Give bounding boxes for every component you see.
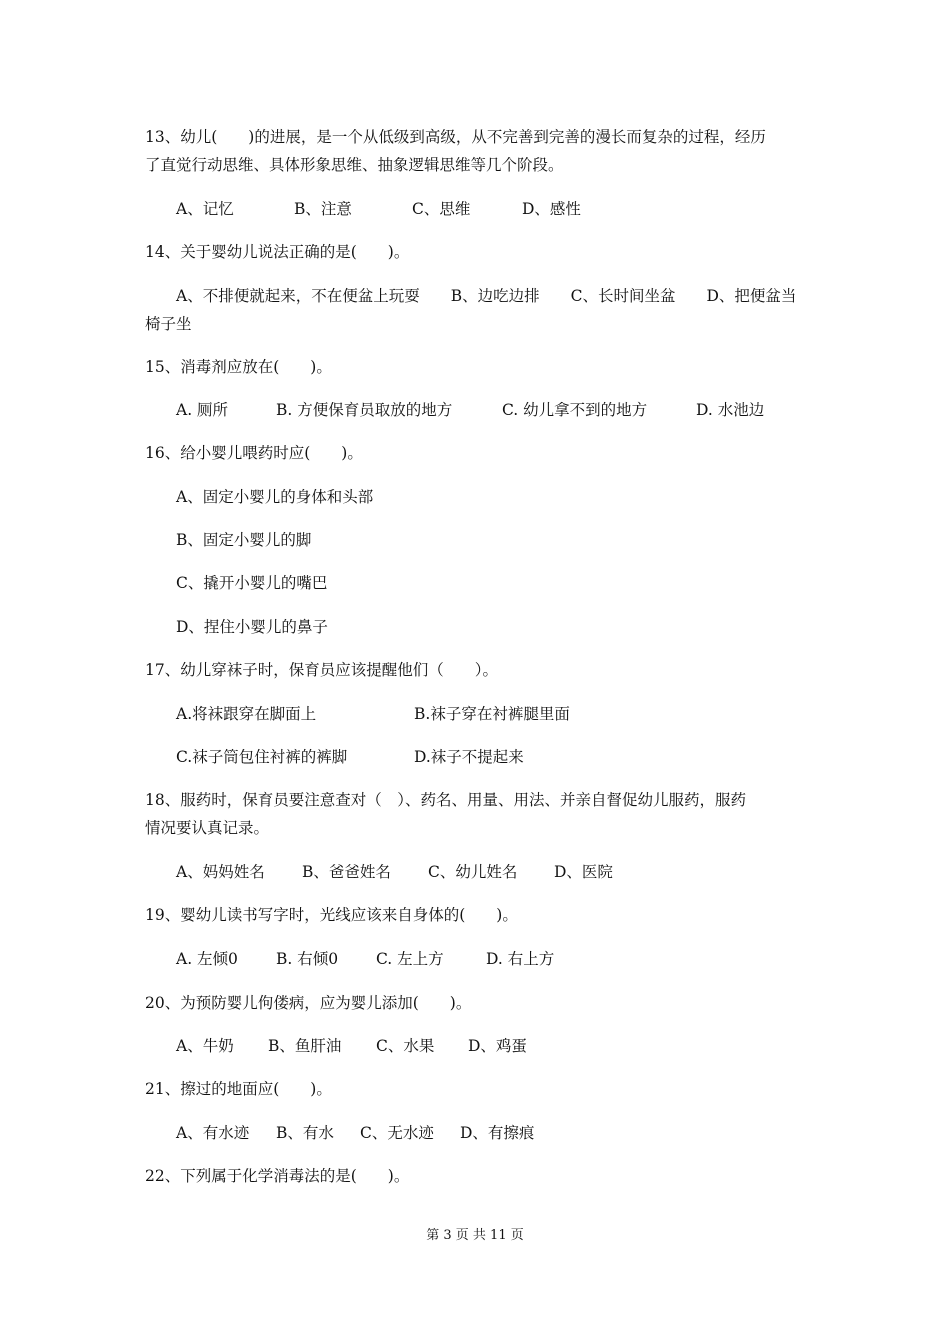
q15-options [176,397,764,424]
q18-option-a: A、妈妈姓名 [176,863,265,881]
q19-stem: 19、婴幼儿读书写字时，光线应该来自身体的( )。 [145,906,518,924]
q21-option-a: A、有水迹 [176,1124,250,1142]
q14-options-line2: 椅子坐 [145,315,192,333]
q14-options-line1: A、不排便就起来，不在便盆上玩耍 B、边吃边排 C、长时间坐盆 D、把便盆当 [176,287,797,305]
page-footer: 第 3 页 共 11 页 [426,1228,524,1243]
q15-option-d: D. 水池边 [696,401,765,419]
q21-stem: 21、擦过的地面应( )。 [145,1080,332,1098]
q22-stem: 22、下列属于化学消毒法的是( )。 [145,1167,410,1185]
q17-option-d: D.袜子不提起来 [414,748,524,766]
q17-stem: 17、幼儿穿袜子时，保育员应该提醒他们（ ）。 [145,661,498,679]
q16-option-b: B、固定小婴儿的脚 [176,531,312,549]
q18-option-c: C、幼儿姓名 [428,863,518,881]
q19-options [176,946,554,973]
q18-stem-line1: 18、服药时，保育员要注意查对（ ）、药名、用量、用法、并亲自督促幼儿服药，服药 [145,791,746,809]
q13-option-a: A、记忆 [176,200,234,218]
q17-options-row2 [176,744,524,771]
q20-options [176,1033,527,1060]
q18-option-d: D、医院 [554,863,613,881]
q14-stem: 14、关于婴幼儿说法正确的是( )。 [145,243,410,261]
q13-stem-line1: 13、幼儿( )的进展，是一个从低级到高级，从不完善到完善的漫长而复杂的过程，经历 [145,128,766,146]
q18-options [176,859,613,886]
q17-option-c: C.袜子筒包住衬裤的裤脚 [176,748,348,766]
q13-option-c: C、思维 [412,200,471,218]
q18-option-b: B、爸爸姓名 [302,863,391,881]
q20-option-c: C、水果 [376,1037,435,1055]
q15-option-c: C. 幼儿拿不到的地方 [502,401,648,419]
q18-stem-line2: 情况要认真记录。 [145,819,270,837]
q19-option-a: A. 左倾0 [176,950,238,968]
q15-option-a: A. 厕所 [176,401,229,419]
q20-option-d: D、鸡蛋 [468,1037,527,1055]
q17-options-row1 [176,701,570,728]
q16-stem: 16、给小婴儿喂药时应( )。 [145,444,363,462]
q13-option-b: B、注意 [294,200,352,218]
q21-option-b: B、有水 [276,1124,334,1142]
q15-stem: 15、消毒剂应放在( )。 [145,358,332,376]
q21-options [176,1120,534,1147]
q21-option-d: D、有擦痕 [460,1124,535,1142]
q16-option-a: A、固定小婴儿的身体和头部 [176,488,374,506]
q17-option-a: A.将袜跟穿在脚面上 [176,705,317,723]
q20-option-b: B、鱼肝油 [268,1037,342,1055]
q13-stem-line2: 了直觉行动思维、具体形象思维、抽象逻辑思维等几个阶段。 [145,156,564,174]
q16-option-c: C、撬开小婴儿的嘴巴 [176,574,328,592]
q19-option-b: B. 右倾0 [276,950,339,968]
q13-options [176,196,581,223]
q15-option-b: B. 方便保育员取放的地方 [276,401,453,419]
q13-option-d: D、感性 [522,200,581,218]
q19-option-c: C. 左上方 [376,950,444,968]
q17-option-b: B.袜子穿在衬裤腿里面 [414,705,570,723]
q19-option-d: D. 右上方 [486,950,555,968]
q20-stem: 20、为预防婴儿佝偻病，应为婴儿添加( )。 [145,994,472,1012]
q21-option-c: C、无水迹 [360,1124,434,1142]
q16-option-d: D、捏住小婴儿的鼻子 [176,618,328,636]
q20-option-a: A、牛奶 [176,1037,234,1055]
